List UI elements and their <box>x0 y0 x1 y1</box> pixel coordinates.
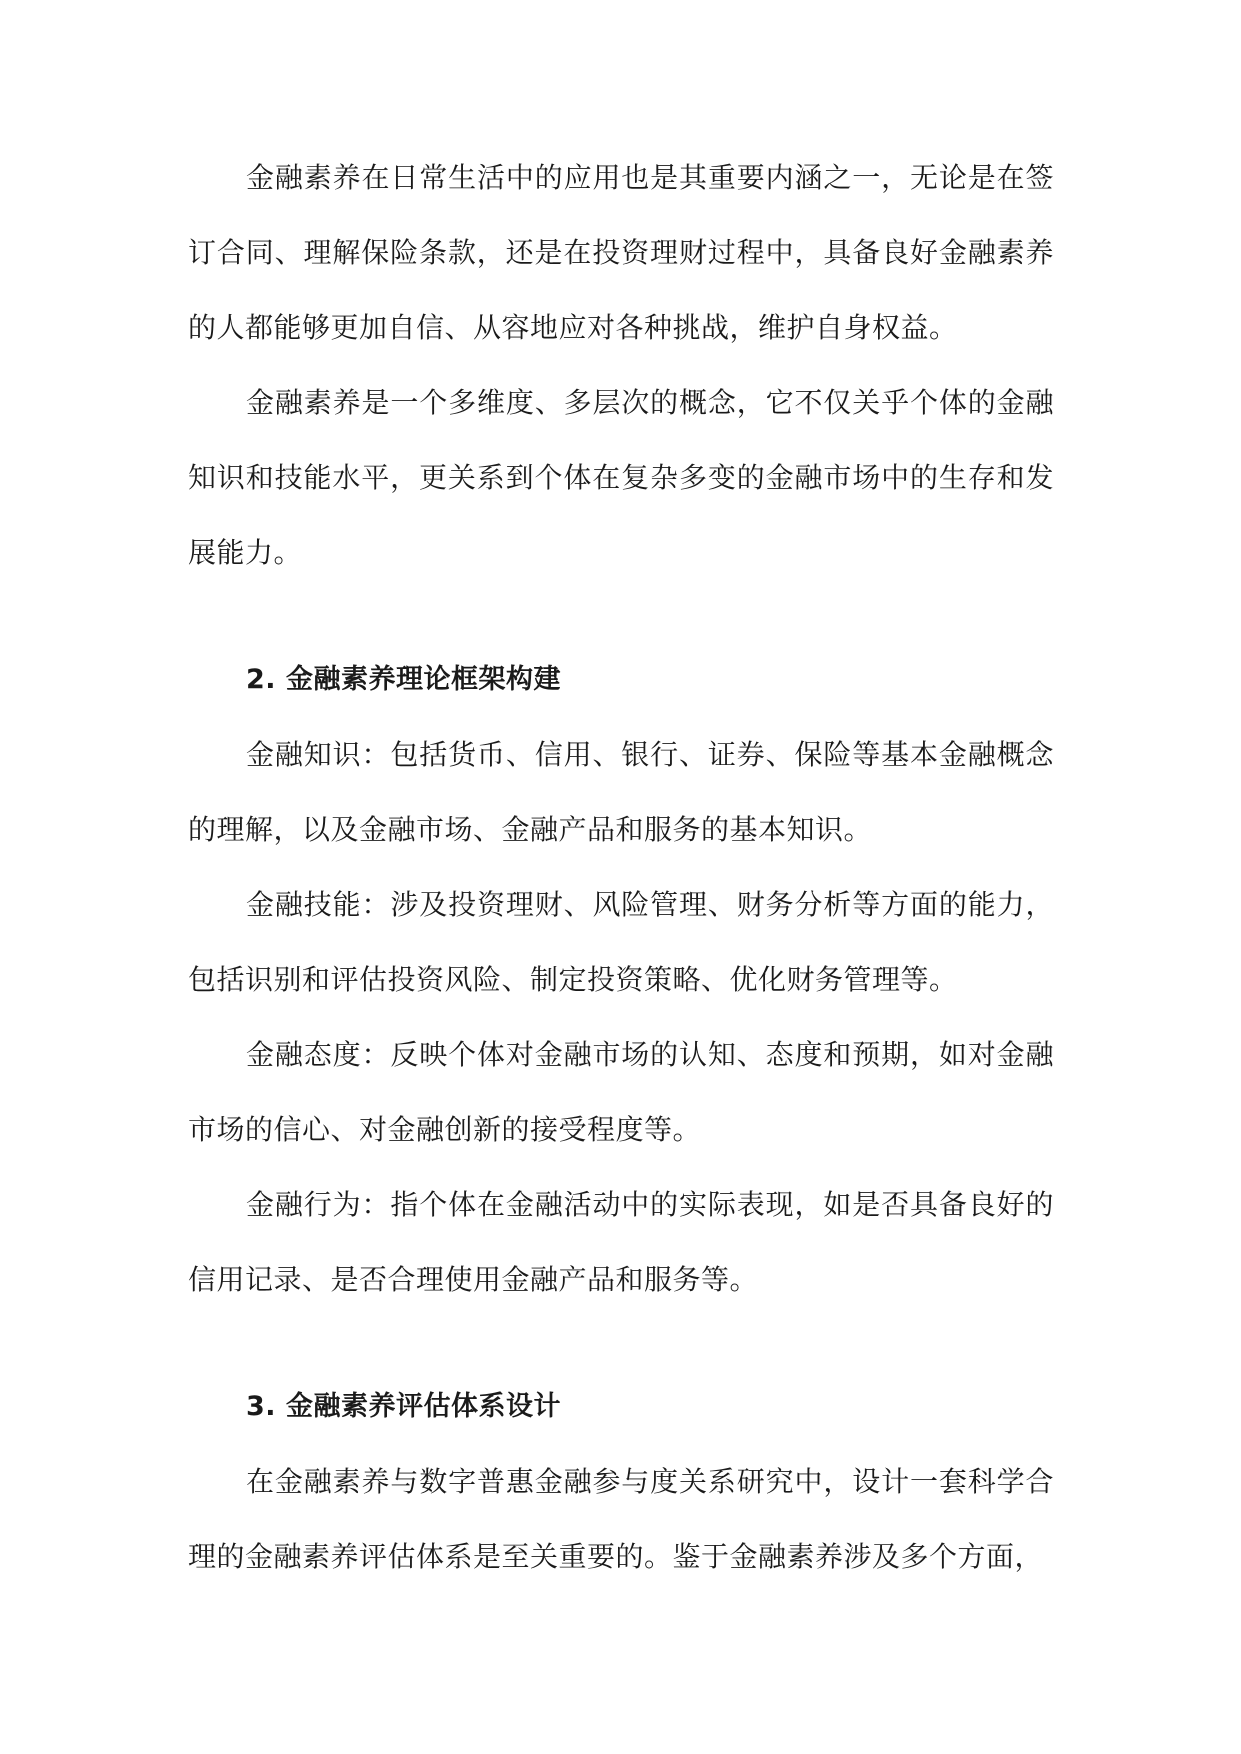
section-heading-2: 2. 金融素养理论框架构建 <box>246 664 561 695</box>
document-page <box>188 140 1054 1594</box>
paragraph-evaluation-system: 在金融素养与数字普惠金融参与度关系研究中，设计一套科学合理的金融素养评估体系是至关重要的。鉴于金融素养涉及多个方面， <box>188 1465 1054 1573</box>
paragraph-intro-1: 金融素养在日常生活中的应用也是其重要内涵之一，无论是在签订合同、理解保险条款，还是在投资理财过程中，具备良好金融素养的人都能够更加自信、从容地应对各种挑战，维护自身权益。 <box>188 161 1054 344</box>
section-spacer <box>188 1317 1054 1369</box>
paragraph-financial-behavior: 金融行为：指个体在金融活动中的实际表现，如是否具备良好的信用记录、是否合理使用金融产品和服务等。 <box>188 1188 1054 1296</box>
section-spacer <box>188 590 1054 642</box>
paragraph-financial-skills: 金融技能：涉及投资理财、风险管理、财务分析等方面的能力，包括识别和评估投资风险、制定投资策略、优化财务管理等。 <box>188 888 1054 996</box>
paragraph-intro-2: 金融素养是一个多维度、多层次的概念，它不仅关乎个体的金融知识和技能水平，更关系到个体在复杂多变的金融市场中的生存和发展能力。 <box>188 386 1054 569</box>
section-heading-3: 3. 金融素养评估体系设计 <box>246 1391 561 1422</box>
paragraph-financial-attitude: 金融态度：反映个体对金融市场的认知、态度和预期，如对金融市场的信心、对金融创新的接受程度等。 <box>188 1038 1054 1146</box>
paragraph-financial-knowledge: 金融知识：包括货币、信用、银行、证券、保险等基本金融概念的理解，以及金融市场、金融产品和服务的基本知识。 <box>188 738 1054 846</box>
